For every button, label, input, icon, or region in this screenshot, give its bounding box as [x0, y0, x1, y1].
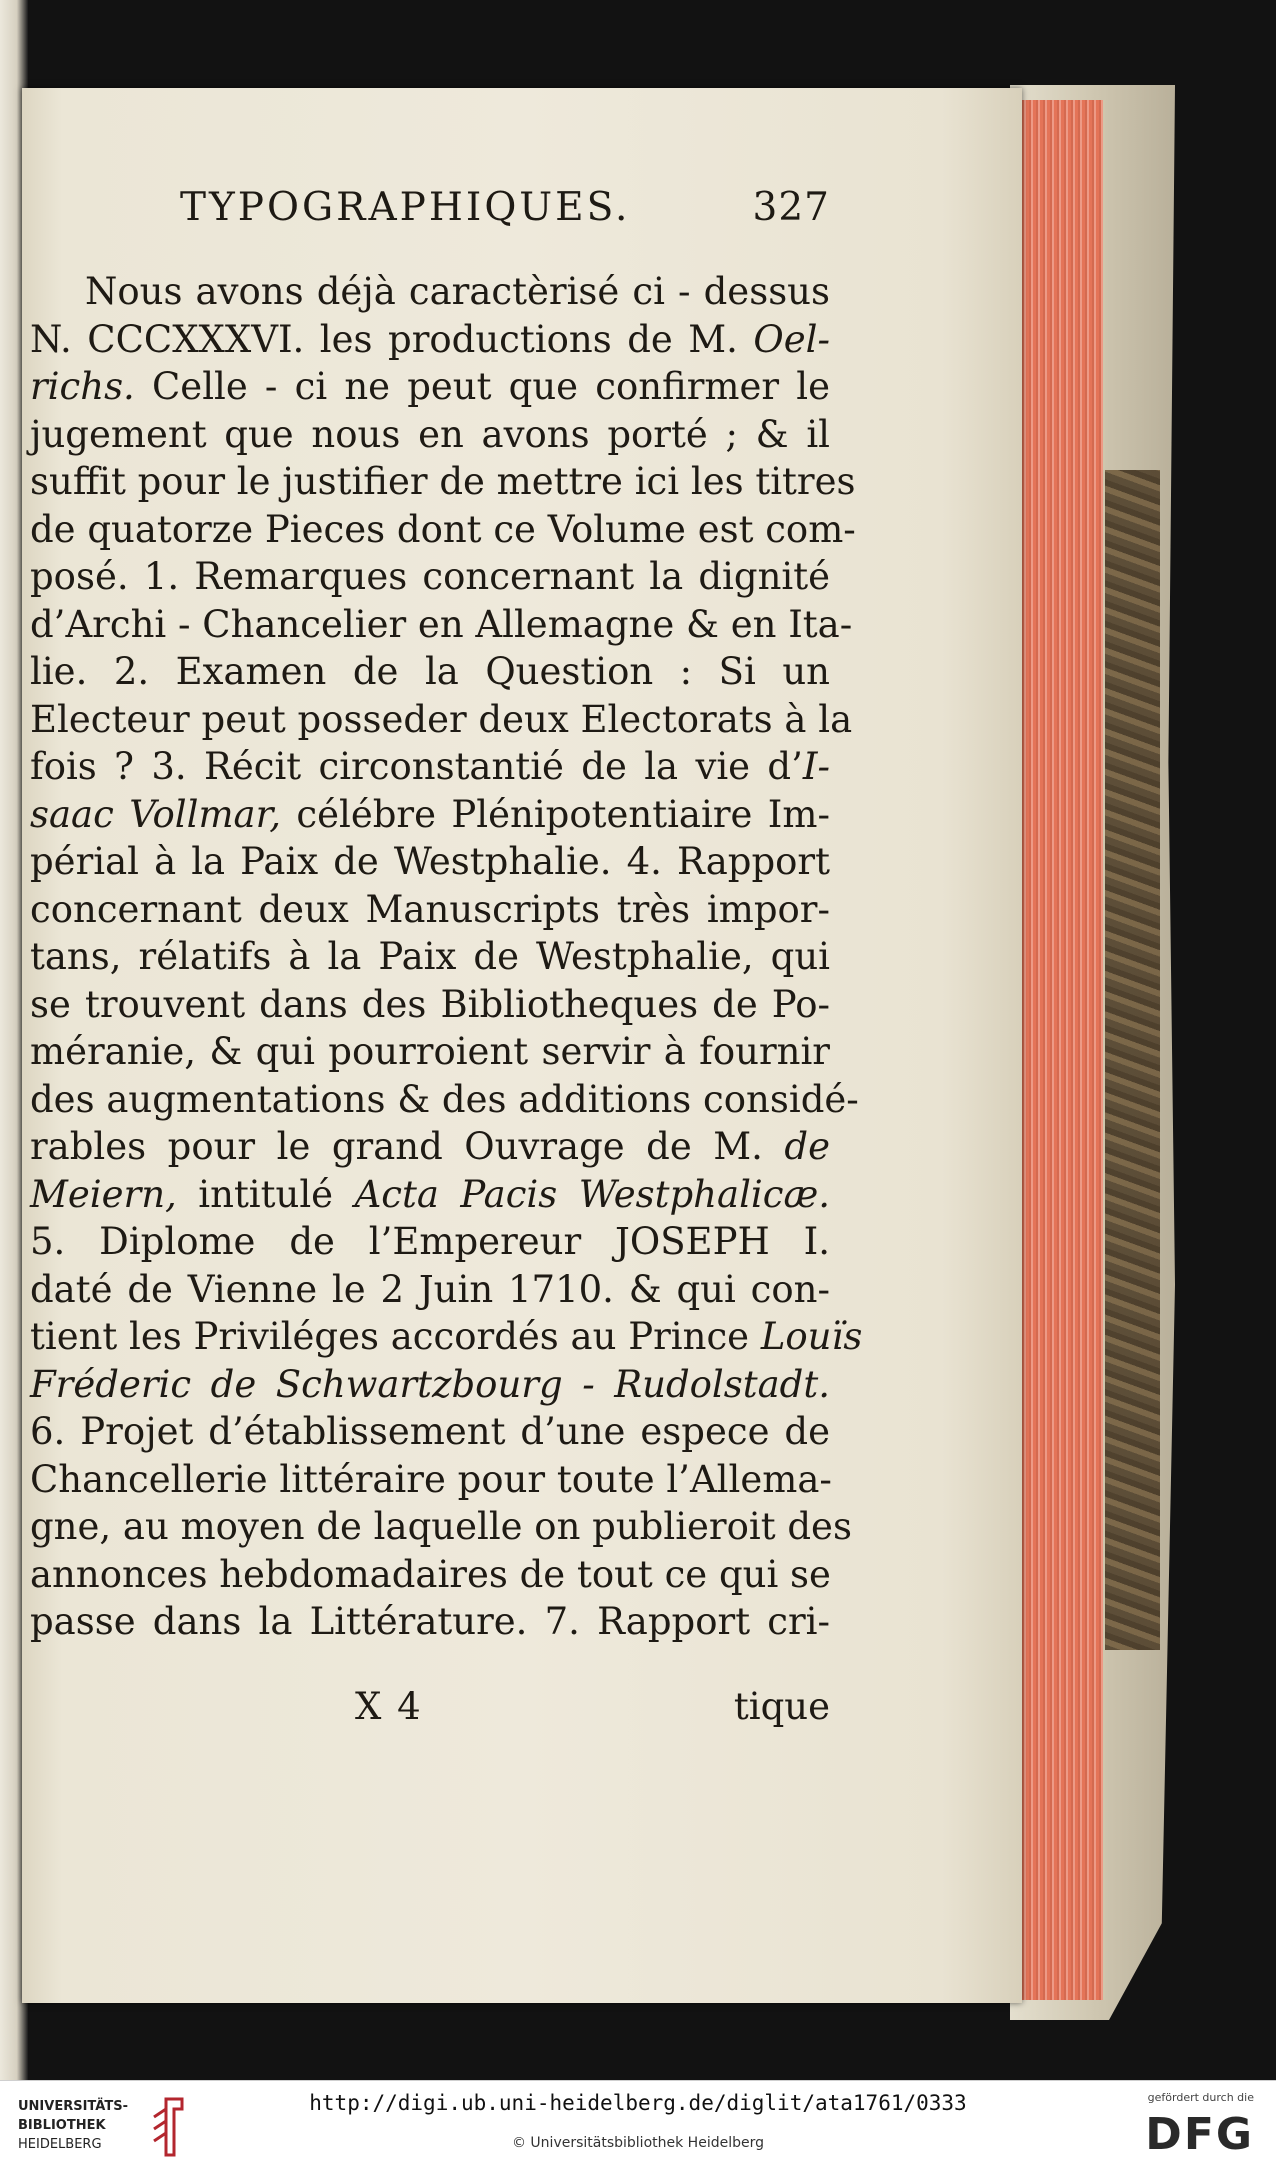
roman-text: Celle - ci ne peut que confirmer le	[134, 365, 830, 408]
text-line	[30, 506, 856, 554]
text-line	[30, 1123, 830, 1171]
roman-text: Chancellerie littéraire pour toute l’Allema-	[30, 1457, 832, 1501]
text-line	[30, 696, 853, 744]
dfg-funding-logo[interactable]	[1134, 2091, 1254, 2163]
text-line	[30, 1076, 859, 1124]
catchline	[355, 1685, 830, 1735]
roman-text: fois ? 3. Récit circonstantié de la vie d’	[30, 745, 803, 788]
text-line	[30, 1171, 830, 1219]
text-line	[30, 363, 830, 411]
text-line	[30, 316, 830, 364]
viewer-footer	[0, 2080, 1276, 2171]
text-line	[30, 458, 856, 506]
text-line	[30, 1361, 830, 1409]
roman-text: Nous avons déjà caractèrisé ci - dessus	[85, 270, 830, 313]
marbled-paper	[1100, 470, 1160, 1650]
italic-text: saac Vollmar,	[30, 792, 282, 836]
italic-text: I-	[802, 745, 830, 788]
running-title: TYPOGRAPHIQUES.	[180, 185, 631, 230]
library-name-line: UNIVERSITÄTS-	[18, 2099, 128, 2114]
text-line	[30, 1313, 863, 1361]
copyright-notice: © Universitätsbibliothek Heidelberg	[511, 2135, 764, 2151]
roman-text: concernant deux Manuscripts très impor-	[30, 887, 830, 931]
funding-note: gefördert durch die	[1147, 2091, 1254, 2104]
roman-text: daté de Vienne le 2 Juin 1710. & qui con-	[30, 1267, 830, 1311]
text-line	[30, 791, 830, 839]
page-number: 327	[752, 185, 830, 230]
italic-text: Acta Pacis Westphalicæ.	[354, 1172, 830, 1216]
italic-text: Meiern,	[30, 1172, 177, 1216]
roman-text: 6. Projet d’établissement d’une espece de	[30, 1410, 830, 1453]
roman-text: posé. 1. Remarques concernant la dignité	[30, 555, 830, 598]
roman-text: suffit pour le justifier de mettre ici les titres	[30, 460, 856, 503]
text-line	[30, 1266, 830, 1314]
text-line	[30, 268, 830, 316]
text-line	[30, 1218, 830, 1266]
permalink-url[interactable]: http://digi.ub.uni-heidelberg.de/diglit/ata1761/0333	[309, 2091, 967, 2115]
roman-text: des augmentations & des additions considé-	[30, 1077, 859, 1121]
roman-text: lie. 2. Examen de la Question : Si un	[30, 650, 830, 693]
running-head	[180, 185, 830, 245]
roman-text: annonces hebdomadaires de tout ce qui se	[30, 1552, 831, 1596]
text-line	[30, 1598, 830, 1646]
text-line	[30, 553, 830, 601]
roman-text: rables pour le grand Ouvrage de M.	[30, 1125, 785, 1168]
italic-text: Louïs	[760, 1315, 863, 1358]
text-line	[30, 838, 830, 886]
text-line	[30, 1503, 852, 1551]
roman-text: se trouvent dans des Bibliotheques de Po-	[30, 982, 830, 1026]
italic-text: richs.	[30, 365, 135, 408]
text-line	[30, 411, 830, 459]
text-line	[30, 1408, 830, 1456]
roman-text: passe dans la Littérature. 7. Rapport cri-	[30, 1600, 830, 1643]
roman-text: célébre Plénipotentiaire Im-	[281, 792, 830, 836]
text-line	[30, 886, 830, 934]
library-name-line: HEIDELBERG	[18, 2137, 102, 2152]
roman-text: tient les Priviléges accordés au Prince	[30, 1315, 761, 1358]
library-name-line: BIBLIOTHEK	[18, 2118, 106, 2133]
text-line	[30, 1456, 830, 1504]
roman-text: périal à la Paix de Westphalie. 4. Rapport	[30, 840, 830, 883]
text-line	[30, 933, 830, 981]
text-line	[30, 981, 830, 1029]
italic-text: Oel-	[753, 317, 830, 361]
dfg-logo-text: DFG	[1145, 2109, 1254, 2160]
italic-text: Fréderic de Schwartzbourg - Rudolstadt.	[30, 1362, 830, 1406]
roman-text: jugement que nous en avons porté ; & il	[30, 412, 830, 456]
text-line	[30, 1551, 830, 1599]
roman-text: Electeur peut posseder deux Electorats à la	[30, 697, 853, 741]
roman-text: tans, rélatifs à la Paix de Westphalie, qui	[30, 935, 830, 978]
signature-mark: X 4	[355, 1685, 423, 1728]
roman-text: gne, au moyen de laquelle on publieroit des	[30, 1505, 852, 1548]
text-line	[30, 743, 830, 791]
roman-text: intitulé	[176, 1172, 355, 1216]
roman-text: méranie, & qui pourroient servir à fournir	[30, 1030, 830, 1073]
roman-text: 5. Diplome de l’Empereur JOSEPH I.	[30, 1220, 830, 1263]
body-text	[30, 268, 863, 1646]
catchword: tique	[733, 1685, 830, 1728]
text-line	[30, 1028, 830, 1076]
roman-text: N. CCCXXXVI. les productions de M.	[30, 317, 754, 361]
roman-text: d’Archi - Chancelier en Allemagne & en Ita-	[30, 602, 853, 646]
roman-text: de quatorze Pieces dont ce Volume est com-	[30, 507, 856, 551]
text-line	[30, 648, 830, 696]
text-line	[30, 601, 853, 649]
italic-text: de	[784, 1125, 830, 1168]
